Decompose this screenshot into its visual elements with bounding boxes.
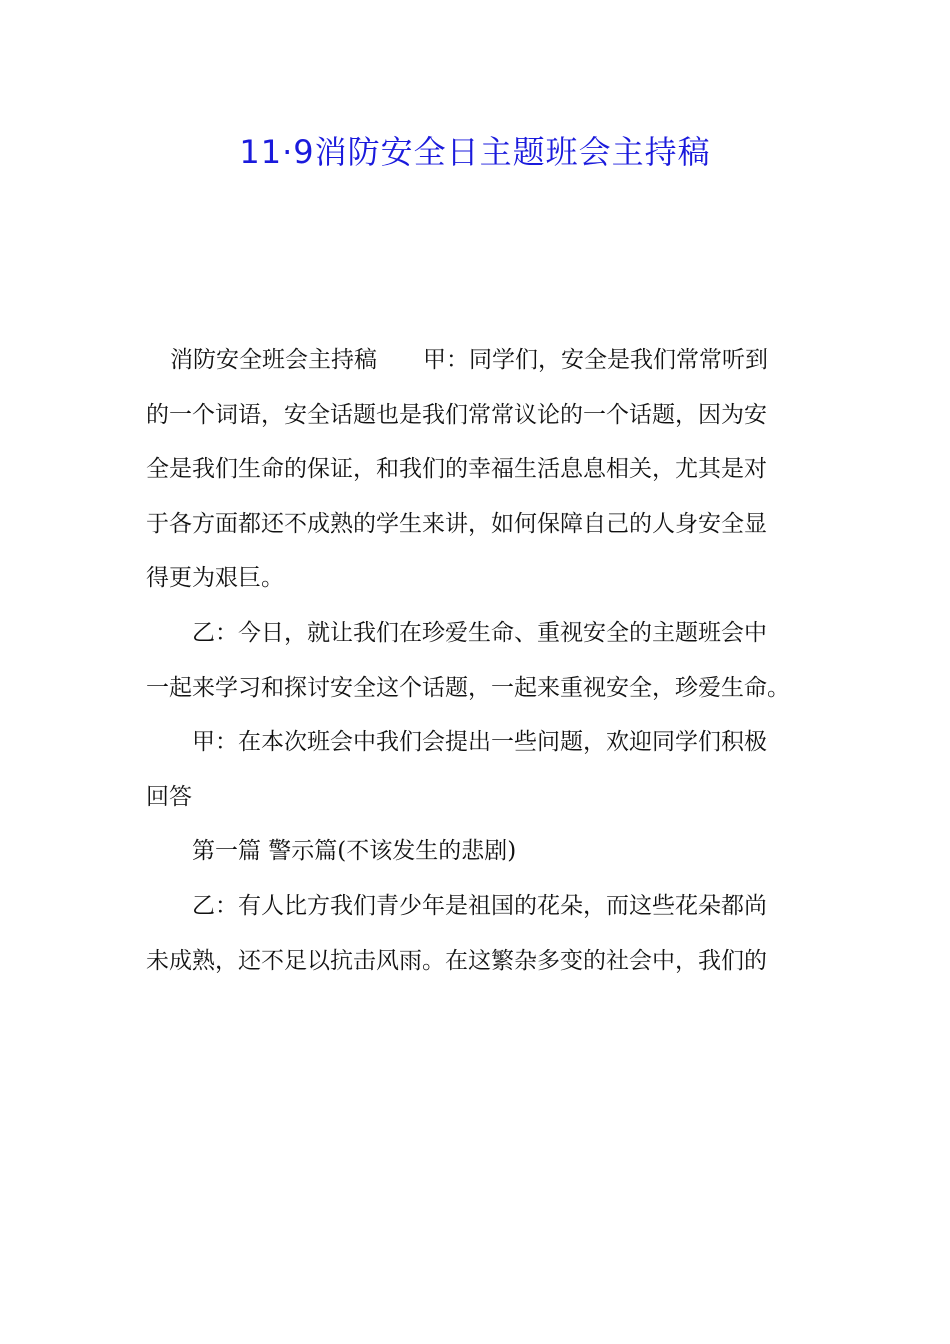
- paragraph-line: 回答: [146, 783, 192, 810]
- section-heading: 第一篇 警示篇(不该发生的悲剧): [192, 838, 517, 865]
- paragraph-line: 乙：今日，就让我们在珍爱生命、重视安全的主题班会中: [192, 619, 767, 646]
- paragraph-line: 一起来学习和探讨安全这个话题，一起来重视安全，珍爱生命。: [146, 674, 790, 701]
- paragraph-line: 消防安全班会主持稿 甲：同学们，安全是我们常常听到: [170, 347, 768, 373]
- paragraph-line: 于各方面都还不成熟的学生来讲，如何保障自己的人身安全显: [146, 510, 767, 537]
- paragraph-line: 全是我们生命的保证，和我们的幸福生活息息相关，尤其是对: [146, 456, 767, 483]
- paragraph-line: 未成熟，还不足以抗击风雨。在这繁杂多变的社会中，我们的: [146, 947, 767, 974]
- paragraph-line: 甲：在本次班会中我们会提出一些问题，欢迎同学们积极: [192, 729, 767, 756]
- document-title: 11·9消防安全日主题班会主持稿: [239, 133, 711, 171]
- paragraph-line: 乙：有人比方我们青少年是祖国的花朵，而这些花朵都尚: [192, 892, 767, 919]
- document-body: [146, 333, 808, 988]
- paragraph-line: 的一个词语，安全话题也是我们常常议论的一个话题，因为安: [146, 401, 767, 428]
- paragraph-line: 得更为艰巨。: [146, 565, 284, 592]
